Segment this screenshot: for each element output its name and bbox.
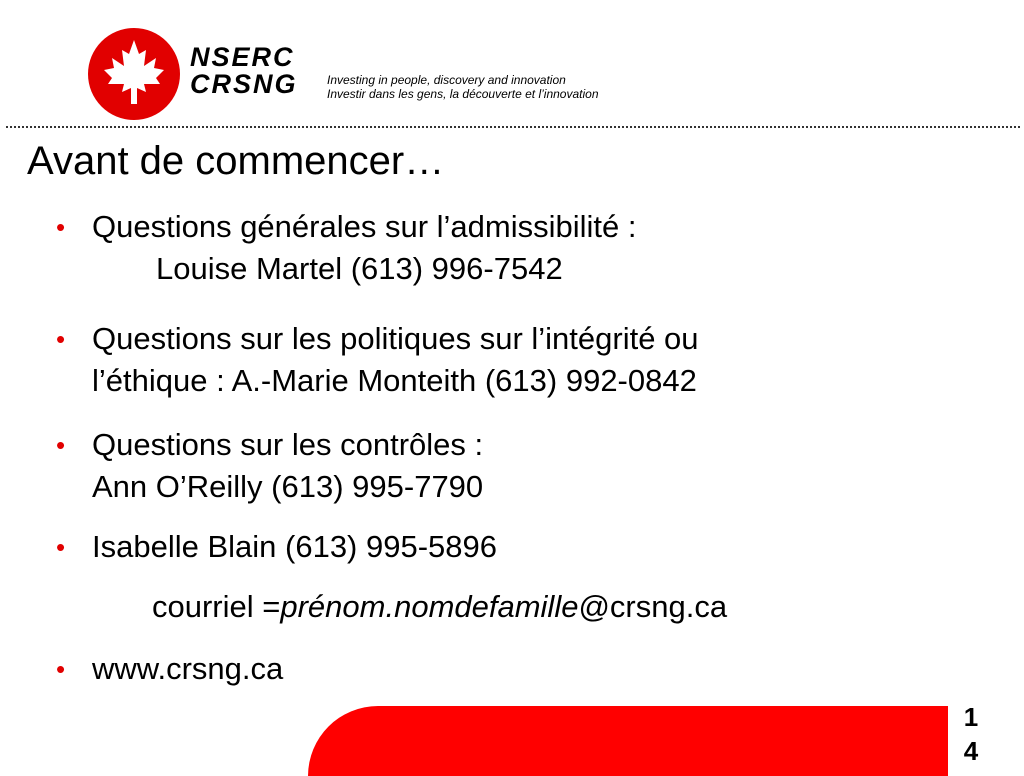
list-item xyxy=(56,424,484,508)
item-contact: l’éthique : A.-Marie Monteith (613) 992-0842 xyxy=(92,363,697,398)
brand-en: NSERC xyxy=(190,42,295,72)
item-line: Isabelle Blain (613) 995-5896 xyxy=(92,529,497,564)
email-domain: @crsng.ca xyxy=(578,589,728,624)
email-prefix: courriel = xyxy=(152,589,281,624)
page-number: 1 4 xyxy=(963,702,979,766)
brand-name xyxy=(190,44,298,98)
list-item xyxy=(56,648,284,690)
item-contact: Louise Martel (613) 996-7542 xyxy=(156,251,563,286)
item-line: Questions sur les politiques sur l’intégrité ou xyxy=(92,321,699,356)
tagline-fr: Investir dans les gens, la découverte et l’innovation xyxy=(327,87,599,101)
item-line: Questions sur les contrôles : xyxy=(92,427,484,462)
item-contact: Ann O’Reilly (613) 995-7790 xyxy=(92,469,484,504)
tagline-en: Investing in people, discovery and innovation xyxy=(327,73,566,87)
website-link[interactable]: www.crsng.ca xyxy=(92,651,284,686)
brand-fr: CRSNG xyxy=(190,69,298,99)
header-divider xyxy=(6,126,1020,128)
slide-title: Avant de commencer… xyxy=(27,139,445,183)
bullet-icon: • xyxy=(56,324,66,354)
list-item xyxy=(56,526,497,568)
bullet-icon: • xyxy=(56,212,66,242)
email-line xyxy=(152,586,727,628)
list-item xyxy=(56,206,637,290)
item-line: Questions générales sur l’admissibilité : xyxy=(92,209,637,244)
bullet-icon: • xyxy=(56,430,66,460)
tagline xyxy=(327,73,599,101)
bullet-icon: • xyxy=(56,532,66,562)
bullet-icon: • xyxy=(56,654,66,684)
footer-red-band xyxy=(308,706,948,776)
email-address-placeholder: prénom.nomdefamille xyxy=(280,589,579,624)
list-item xyxy=(56,318,699,402)
nserc-logo xyxy=(86,26,182,122)
